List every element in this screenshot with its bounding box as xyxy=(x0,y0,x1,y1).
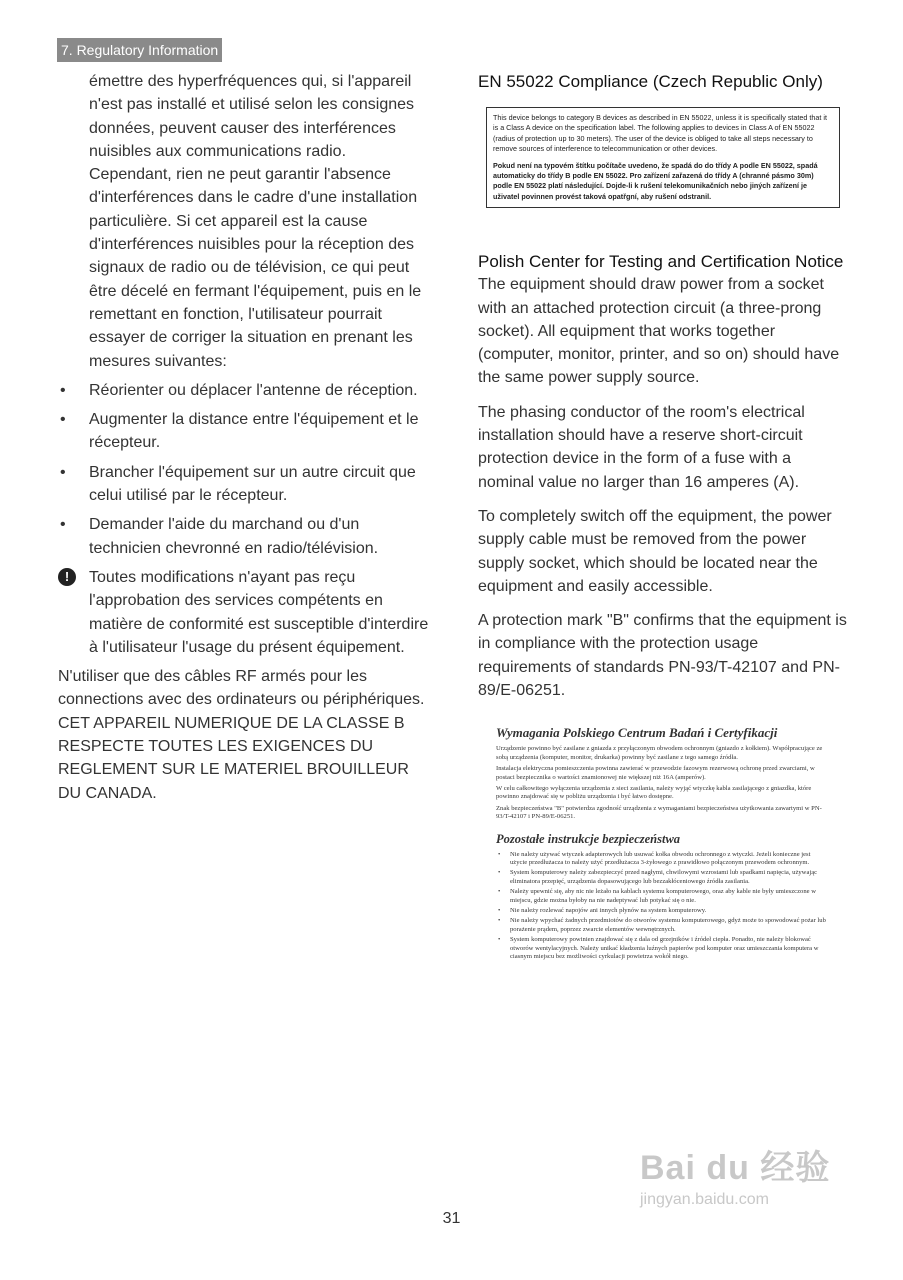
en55022-czech-text: Pokud není na typovém štítku počítače uvedeno, že spadá do do třídy A podle EN 55022, spadá automaticky do třídy B podle EN 55022. Pro zařízení zařazená do třídy A (chranné pásmo 30m) podle EN 55022 platí následující. Dojde-li k rušení telekomunikačních nebo jiných zařízení je uživatel povinnen provést taková opatřgní, aby rušení odstranil. xyxy=(493,160,818,201)
page-number: 31 xyxy=(442,1210,461,1227)
polish-requirements-scan xyxy=(496,725,826,961)
left-column xyxy=(58,70,430,805)
polish-requirements-title: Wymagania Polskiego Centrum Badań i Certyfikacji xyxy=(496,725,778,741)
list-item: • System komputerowy należy zabezpieczyć przed nagłymi, chwilowymi wzrostami lub spadkami napięcia, używając eliminatora przepięć, urządzenia dopasowującego lub bezzakłóceniowego źródła zasilania. xyxy=(496,869,826,886)
right-column xyxy=(478,70,848,963)
intro-paragraph-2: Cependant, rien ne peut garantir l'absence d'interférences dans le cadre d'une installation particulière. Si cet appareil est la cause d'interférences nuisibles pour la réception des signaux de radio ou de télévision, ce qui peut être décelé en fermant l'équipement, puis en le remettant en fonction, l'utilisateur pourrait essayer de corriger la situation en prenant les mesures suivantes: xyxy=(89,166,422,370)
polish-requirements-para: W celu całkowitego wyłączenia urządzenia z sieci zasilania, należy wyjąć wtyczkę kabla zasilającego z gniazdka, które powinno znajdować się w pobliżu urządzenia i być łatwo dostępne. xyxy=(496,784,812,801)
rf-cable-note: N'utiliser que des câbles RF armés pour les connections avec des ordinateurs ou périphériques. xyxy=(58,668,425,709)
polish-paragraph-3: To completely switch off the equipment, the power supply cable must be removed from the power supply socket, which should be located near the equipment and easily accessible. xyxy=(478,507,832,595)
baidu-logo: Bai du 经验 xyxy=(640,1149,831,1187)
warning-note xyxy=(58,566,430,659)
list-item: • Nie należy wpychać żadnych przedmiotów do otworów systemu komputerowego, gdyż może to spowodować pożar lub porażenie prądem, poprzez zwarcie elementów wewnętrznych. xyxy=(496,917,826,934)
warning-icon: ! xyxy=(58,568,76,586)
list-item: • Augmenter la distance entre l'équipement et le récepteur. xyxy=(60,411,419,452)
list-item: • Nie należy rozlewać napojów ani innych płynów na system komputerowy. xyxy=(496,907,826,915)
section-header-tab: 7. Regulatory Information xyxy=(57,38,222,62)
warning-text: Toutes modifications n'ayant pas reçu l'approbation des services compétents en matière de conformité est susceptible d'interdire à l'utilisateur l'usage du présent équipement. xyxy=(89,568,429,656)
list-item: • Należy upewnić się, aby nic nie leżało na kablach systemu komputerowego, oraz aby kable nie były umieszczone w miejscu, gdzie można byłoby na nie nadeptywać lub potykać się o nie. xyxy=(496,888,826,905)
canada-statement: CET APPAREIL NUMERIQUE DE LA CLASSE B RESPECTE TOUTES LES EXIGENCES DU REGLEMENT SUR LE MATERIEL BROUILLEUR DU CANADA. xyxy=(58,714,409,802)
polish-safety-list xyxy=(496,851,826,962)
list-item: • Nie należy używać wtyczek adapterowych lub usuwać kołka obwodu ochronnego z wtyczki. Jeżeli konieczne jest użycie przedłużacza to należy użyć przedłużacza 3-żyłowego z prawidłowo połączonym przewodem ochronnym. xyxy=(496,851,826,868)
polish-paragraph-4: A protection mark "B" confirms that the equipment is in compliance with the protection usage requirements of standards PN-93/T-42107 and PN-89/E-06251. xyxy=(478,612,847,699)
en55022-notice-box xyxy=(486,107,840,208)
polish-paragraph-2: The phasing conductor of the room's electrical installation should have a reserve short-circuit protection device in the form of a fuse with a nominal value no larger than 16 amperes (A). xyxy=(478,403,805,491)
intro-paragraph-1: émettre des hyperfréquences qui, si l'appareil n'est pas installé et utilisé selon les consignes données, peuvent causer des interférences nuisibles aux communications radio. xyxy=(89,73,415,160)
polish-requirements-para: Instalacja elektryczna pomieszczenia powinna zawierać w przewodzie fazowym rezerwową ochronę przed zwarciami, w postaci bezpiecznika o wartości znamionowej nie większej niż 16A (amperów). xyxy=(496,765,815,781)
en55022-english-text: This device belongs to category B devices as described in EN 55022, unless it is specifically stated that it is a Class A device on the specification label. The following applies to devices in Class A of EN 55022 (radius of protection up to 30 meters). The user of the device is obliged to take all steps necessary to remove sources of interference to telecommunication or other devices. xyxy=(493,113,827,154)
measures-list xyxy=(58,379,430,560)
list-item: • Brancher l'équipement sur un autre circuit que celui utilisé par le récepteur. xyxy=(60,463,416,505)
polish-requirements-para: Znak bezpieczeństwa "B" potwierdza zgodność urządzenia z wymaganiami bezpieczeństwa użytkowania zawartymi w PN-93/T-42107 i PN-89/E-06251. xyxy=(496,804,822,821)
list-item: • Demander l'aide du marchand ou d'un technicien chevronné en radio/télévision. xyxy=(60,516,379,557)
polish-requirements-para: Urządzenie powinno być zasilane z gniazda z przyłączonym obwodem ochronnym (gniazdo z kołkiem). Współpracujące ze sobą urządzenia (komputer, monitor, drukarka) powinny być zasilane z tego samego źródła. xyxy=(496,745,823,761)
polish-center-heading: Polish Center for Testing and Certification Notice xyxy=(478,252,844,272)
en55022-heading: EN 55022 Compliance (Czech Republic Only) xyxy=(478,72,823,91)
polish-paragraph-1: The equipment should draw power from a socket with an attached protection circuit (a three-prong socket). All equipment that works together (computer, monitor, printer, and so on) should have the same power supply source. xyxy=(478,276,840,387)
list-item: • System komputerowy powinien znajdować się z dala od grzejników i źródeł ciepła. Ponadto, nie należy blokować otworów wentylacyjnych. Należy unikać kładzenia luźnych papierów pod komputer oraz umieszczania komputera w ciasnym miejscu bez możliwości cyrkulacji powietrza wokół niego. xyxy=(496,936,826,961)
list-item: • Réorienter ou déplacer l'antenne de réception. xyxy=(60,381,418,399)
baidu-watermark xyxy=(640,1140,870,1209)
polish-safety-subtitle: Pozostałe instrukcje bezpieczeństwa xyxy=(496,831,681,846)
watermark-url: jingyan.baidu.com xyxy=(640,1191,769,1208)
